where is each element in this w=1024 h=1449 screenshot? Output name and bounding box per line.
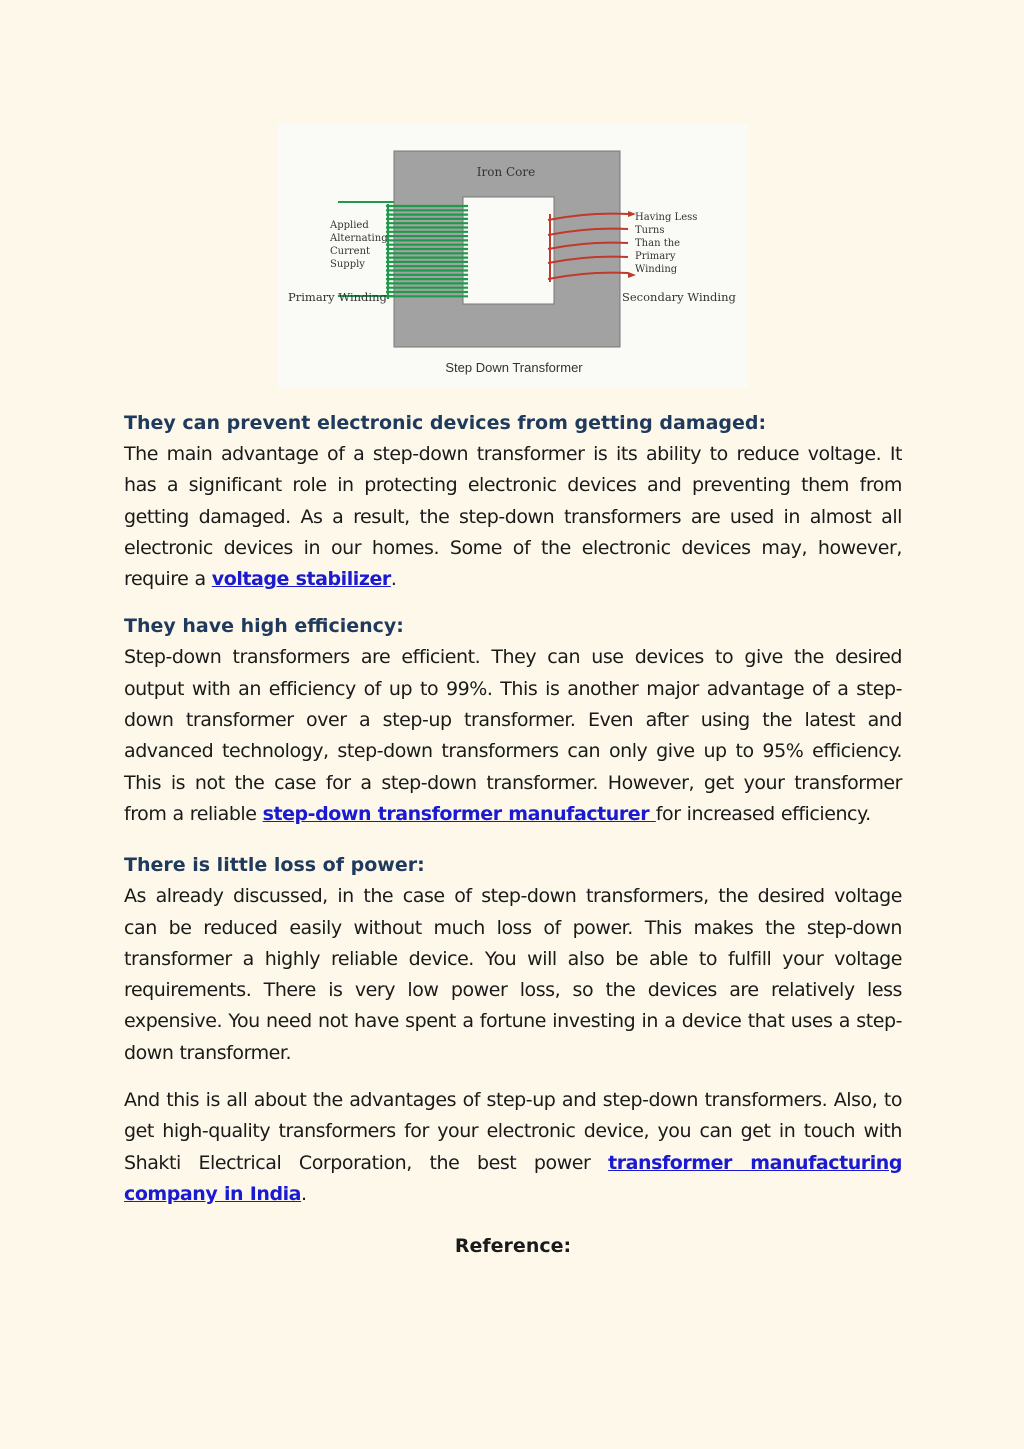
reference-label: Reference: [454,1235,572,1258]
applied-supply-label: Applied Alternating Current Supply [330,220,388,270]
iron-core-label: Iron Core [476,165,536,179]
voltage-stabilizer-link[interactable]: voltage stabilizer [211,568,391,591]
less-turns-label: Having Less Turns Than the Primary Winding [635,212,698,275]
primary-winding-label: Primary Winding [288,290,387,304]
section-2-heading: They have high efficiency: [124,615,404,638]
closing-text: And this is all about the advantages of step-up and step-down transformers. Also, to get high-quality transformers for your electronic device, you can get in touch with Shakti Electrical Corporation, the best power transformer manufacturing company in India. [124,1089,903,1205]
section-1-text: The main advantage of a step-down transformer is its ability to reduce voltage. It has a significant role in protecting electronic devices and preventing them from getting damaged. As a result, the step-down transformers are used in almost all electronic devices in our homes. Some of the electronic devices may, however, require a voltage stabilizer. [124,443,902,591]
section-3-heading: There is little loss of power: [124,854,425,877]
article-body [124,408,902,1262]
transformer-company-link[interactable]: transformer manufacturing company in India [124,1151,903,1205]
section-2-text: Step-down transformers are efficient. They can use devices to give the desired output with an efficiency of up to 99%. This is another major advantage of a step-down transformer over a step-up transformer. Even after using the latest and advanced technology, step-down transformers can only give up to 95% efficiency. This is not the case for a step-down transformer. However, get your transformer from a reliable step-down transformer manufacturer for increased efficiency. [124,646,902,825]
section-3-text: As already discussed, in the case of step-down transformers, the desired voltage can be reduced easily without much loss of power. This makes the step-down transformer a highly reliable device. You will also be able to fulfill your voltage requirements. There is very low power loss, so the devices are relatively less expensive. You need not have spent a fortune investing in a device that uses a step-down transformer. [124,885,902,1064]
section-1-heading: They can prevent electronic devices from getting damaged: [124,412,767,434]
transformer-diagram [278,124,748,388]
step-down-manufacturer-link[interactable]: step-down transformer manufacturer [262,802,656,825]
secondary-winding-label: Secondary Winding [622,290,736,304]
figure-caption: Step Down Transformer [445,360,583,375]
